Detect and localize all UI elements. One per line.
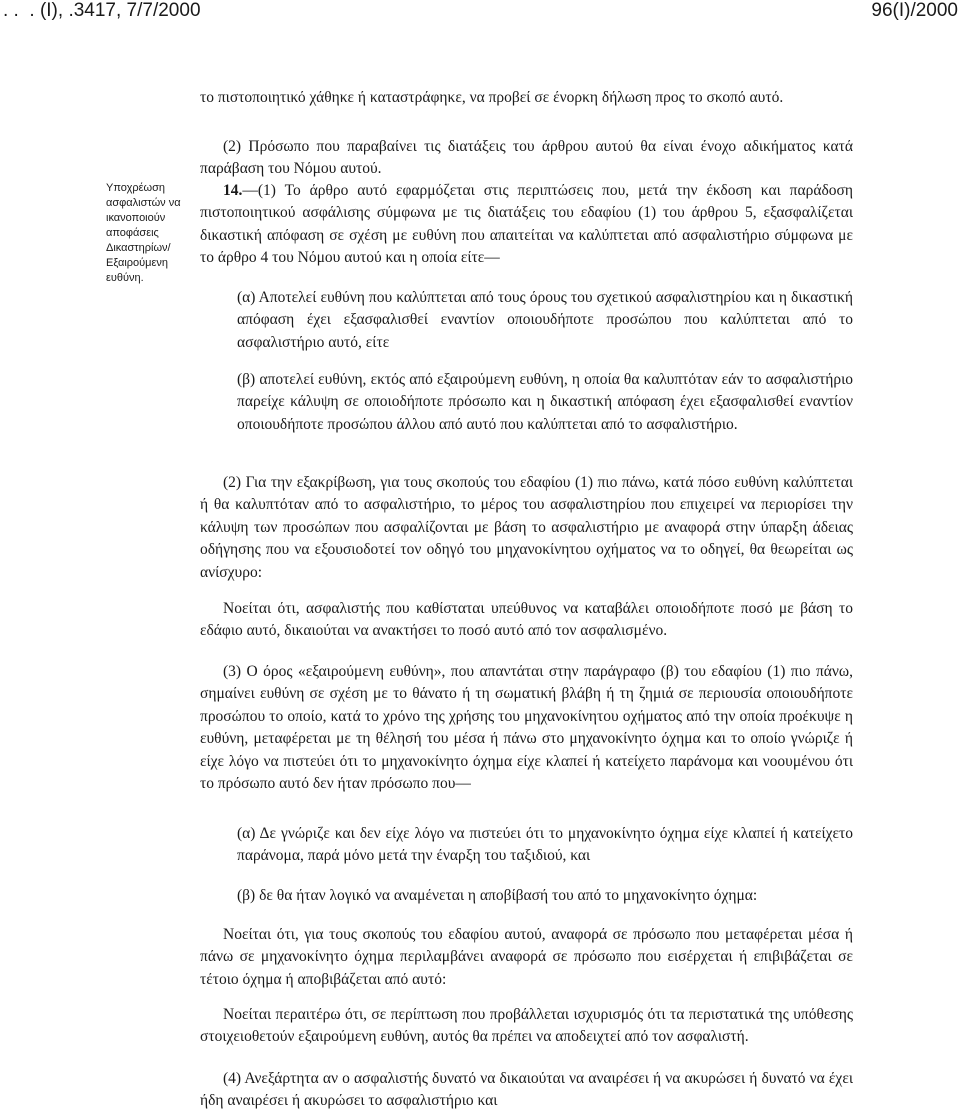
margin-note-line: ευθύνη. bbox=[106, 272, 144, 284]
section-14-1-text: —(1) Το άρθρο αυτό εφαρμόζεται στις περιπτώσεις που, μετά την έκδοση και παράδοση πιστοποιητικού ασφάλισης σύμφωνα με τις διατάξεις του εδαφίου (1) του άρθρου 5, εξασφαλίζεται δικαστική απόφαση σε σχέση με ευθύνη που απαιτείται να καλύπτεται από ασφαλιστήριο σύμφωνα με το άρθρο 4 του Νόμου αυτού και η οποία είτε— bbox=[200, 182, 853, 267]
margin-note-line: Υποχρέωση bbox=[106, 182, 166, 194]
subparagraph-14-1-b: (β) αποτελεί ευθύνη, εκτός από εξαιρούμενη ευθύνη, η οποία θα καλυπτόταν εάν το ασφαλιστήριο παρείχε κάλυψη σε οποιοδήποτε πρόσωπο και η δικαστική απόφαση έχει εξασφαλισθεί εναντίον οποιουδήποτε προσώπου άλλου από αυτό που καλύπτεται από το ασφαλιστήριο. bbox=[237, 371, 853, 433]
paragraph-continuation: το πιστοποιητικό χάθηκε ή καταστράφηκε, να προβεί σε ένορκη δήλωση προς το σκοπό αυτό. bbox=[200, 89, 784, 106]
paragraph-section-14-4: (4) Ανεξάρτητα αν ο ασφαλιστής δυνατό να δικαιούται να αναιρέσει ή να ακυρώσει ή δυνατό να έχει ήδη αναιρέσει ή ακυρώσει το ασφαλιστήριο και bbox=[200, 1070, 853, 1110]
margin-note-line: Δικαστηρίων/ bbox=[106, 242, 171, 254]
margin-note-line: Εξαιρούμενη bbox=[106, 257, 169, 269]
paragraph-section-14-1 bbox=[200, 180, 853, 270]
subparagraph-14-1-a: (α) Αποτελεί ευθύνη που καλύπτεται από τους όρους του σχετικού ασφαλιστηρίου και η δικαστική απόφαση έχει εξασφαλισθεί εναντίον οποιουδήποτε προσώπου που καλύπτεται από το ασφαλιστήριο αυτό, είτε bbox=[237, 289, 853, 351]
paragraph-section-13-2: (2) Πρόσωπο που παραβαίνει τις διατάξεις του άρθρου αυτού θα είναι ένοχο αδικήματος κατά παράβαση του Νόμου αυτού. bbox=[200, 138, 853, 178]
section-number: 14. bbox=[223, 182, 243, 199]
subparagraph-14-3-b: (β) δε θα ήταν λογικό να αναμένεται η αποβίβασή του από το μηχανοκίνητο όχημα: bbox=[237, 887, 758, 904]
header-reference: . . . (I), .3417, 7/7/2000 bbox=[3, 0, 201, 21]
margin-note-line: αποφάσεις bbox=[106, 227, 159, 239]
paragraph-section-14-3: (3) Ο όρος «εξαιρούμενη ευθύνη», που απαντάται στην παράγραφο (β) του εδαφίου (1) πιο πάνω, σημαίνει ευθύνη σε σχέση με το θάνατο ή τη σωματική βλάβη ή τη ζημιά σε περιουσία οποιουδήποτε προσώπου το οποίο, κατά το χρόνο της χρήσης του μηχανοκίνητου οχήματος από την οποία προέκυψε η ευθύνη, μεταφέρεται με τη θέλησή του μέσα ή πάνω στο μηχανοκίνητο όχημα και το οποίο γνώριζε ή είχε λόγο να πιστεύει ότι το μηχανοκίνητο όχημα είχε κλαπεί ή κατείχετο παράνομα και νοουμένου ότι το πρόσωπο αυτό δεν ήταν πρόσωπο που— bbox=[200, 663, 853, 793]
margin-note-line: ασφαλιστών να bbox=[106, 197, 181, 209]
proviso-14-3-second: Νοείται περαιτέρω ότι, σε περίπτωση που προβάλλεται ισχυρισμός ότι τα περιστατικά της υπόθεσης στοιχειοθετούν εξαιρούμενη ευθύνη, αυτός θα πρέπει να αποδειχτεί από τον ασφαλιστή. bbox=[200, 1006, 853, 1046]
margin-note bbox=[106, 181, 188, 286]
header-law-number: 96(I)/2000 bbox=[871, 0, 958, 21]
proviso-14-2: Νοείται ότι, ασφαλιστής που καθίσταται υπεύθυνος να καταβάλει οποιοδήποτε ποσό με βάση το εδάφιο αυτό, δικαιούται να ανακτήσει το ποσό αυτό από τον ασφαλισμένο. bbox=[200, 600, 853, 640]
proviso-14-3-first: Νοείται ότι, για τους σκοπούς του εδαφίου αυτού, αναφορά σε πρόσωπο που μεταφέρεται μέσα ή πάνω σε μηχανοκίνητο όχημα περιλαμβάνει αναφορά σε πρόσωπο που εισέρχεται ή επιβιβάζεται σε τέτοιο όχημα ή αποβιβάζεται από αυτό: bbox=[200, 926, 853, 988]
subparagraph-14-3-a: (α) Δε γνώριζε και δεν είχε λόγο να πιστεύει ότι το μηχανοκίνητο όχημα είχε κλαπεί ή κατείχετο παράνομα, παρά μόνο μετά την έναρξη του ταξιδιού, και bbox=[237, 825, 853, 865]
margin-note-line: ικανοποιούν bbox=[106, 212, 166, 224]
paragraph-section-14-2: (2) Για την εξακρίβωση, για τους σκοπούς του εδαφίου (1) πιο πάνω, κατά πόσο ευθύνη καλύπτεται ή θα καλυπτόταν από το ασφαλιστήριο, το μέρος του ασφαλιστηρίου που επιχειρεί να περιορίσει την κάλυψη των προσώπων που ασφαλίζονται με βάση το ασφαλιστήριο με αναφορά στην ύπαρξη άδειας οδήγησης που να εξουσιοδοτεί τον οδηγό του μηχανοκίνητου οχήματος να το οδηγεί, θα θεωρείται ως ανίσχυρο: bbox=[200, 474, 853, 581]
page-header bbox=[0, 0, 960, 22]
